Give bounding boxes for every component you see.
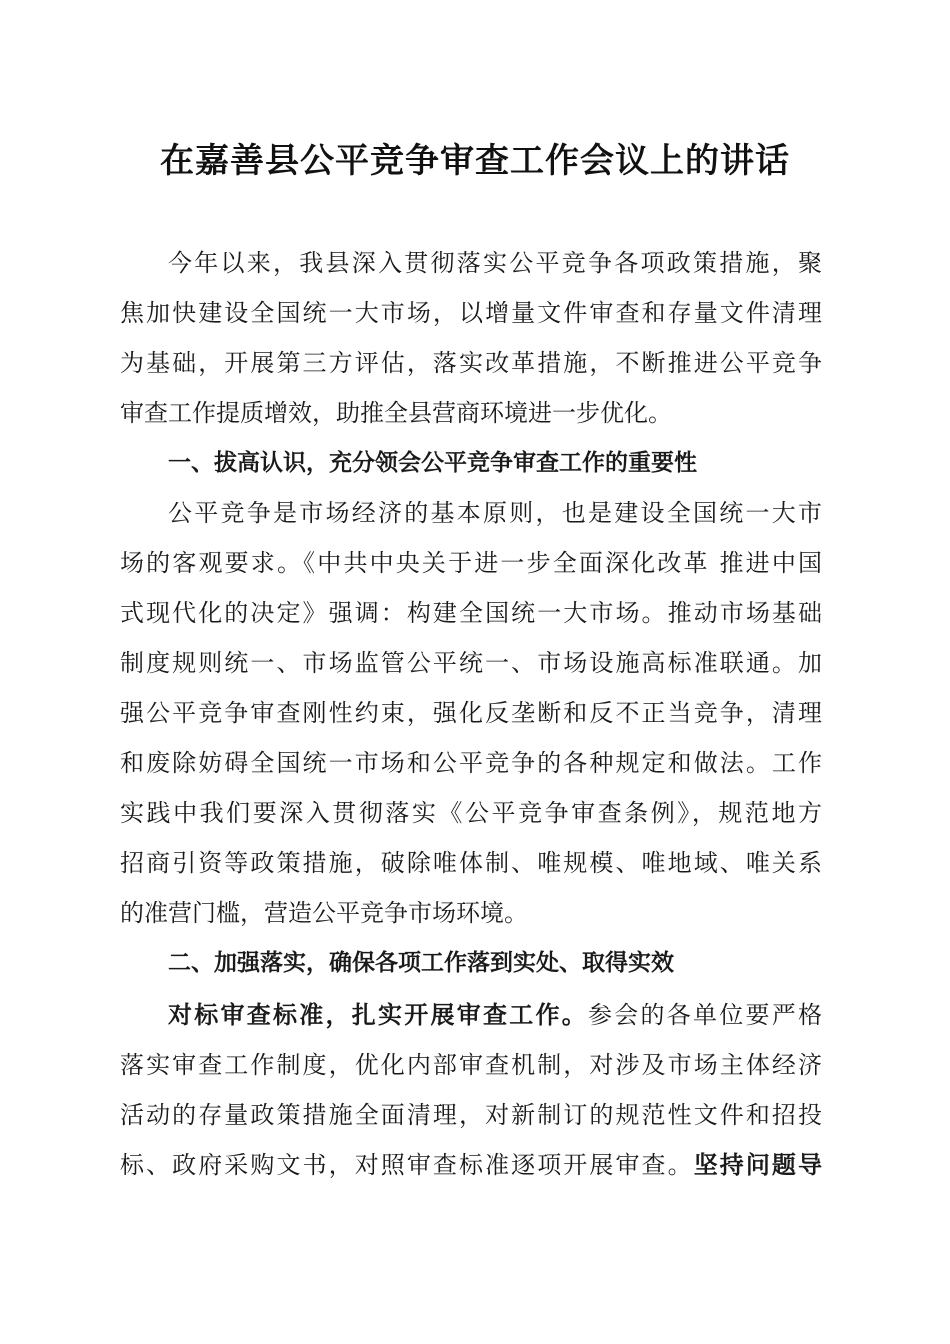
bold-lead: 对标审查标准，扎实开展审查工作。 <box>168 1001 588 1029</box>
bold-lead: 坚持问题导 <box>693 1151 823 1179</box>
paragraph-line: 制度规则统一、市场监管公平统一、市场设施高标准联通。加 <box>120 649 822 677</box>
paragraph-line: 招商引资等政策措施，破除唯体制、唯规模、唯地域、唯关系 <box>120 849 822 877</box>
paragraph-line: 强公平竞争审查刚性约束，强化反垄断和反不正当竞争，清理 <box>120 699 822 727</box>
paragraph-line: 公平竞争是市场经济的基本原则，也是建设全国统一大市 <box>168 499 822 527</box>
document-title: 在嘉善县公平竞争审查工作会议上的讲话 <box>160 141 790 181</box>
paragraph-line: 的准营门槛，营造公平竞争市场环境。 <box>120 899 528 927</box>
paragraph-line: 和废除妨碍全国统一市场和公平竞争的各种规定和做法。工作 <box>120 749 822 777</box>
paragraph-line: 式现代化的决定》强调：构建全国统一大市场。推动市场基础 <box>120 599 822 627</box>
section-heading-2: 二、加强落实，确保各项工作落到实处、取得实效 <box>168 950 674 976</box>
paragraph-line: 焦加快建设全国统一大市场，以增量文件审查和存量文件清理 <box>120 299 822 327</box>
paragraph-line <box>168 990 822 1040</box>
paragraph-line: 场的客观要求。《中共中央关于进一步全面深化改革 推进中国 <box>120 549 822 577</box>
paragraph-line: 实践中我们要深入贯彻落实《公平竞争审查条例》，规范地方 <box>120 799 822 827</box>
paragraph-line: 为基础，开展第三方评估，落实改革措施，不断推进公平竞争 <box>120 349 822 377</box>
paragraph-line: 审查工作提质增效，助推全县营商环境进一步优化。 <box>120 399 672 427</box>
inline-text: 参会的各单位要严格 <box>588 1001 822 1029</box>
inline-text: 标、政府采购文书，对照审查标准逐项开展审查。 <box>120 1151 694 1179</box>
paragraph-line: 今年以来，我县深入贯彻落实公平竞争各项政策措施，聚 <box>168 249 822 277</box>
section-heading-1: 一、拔高认识，充分领会公平竞争审查工作的重要性 <box>168 450 697 476</box>
paragraph-line: 落实审查工作制度，优化内部审查机制，对涉及市场主体经济 <box>120 1051 822 1079</box>
paragraph-line <box>120 1140 822 1190</box>
paragraph-line: 活动的存量政策措施全面清理，对新制订的规范性文件和招投 <box>120 1101 822 1129</box>
